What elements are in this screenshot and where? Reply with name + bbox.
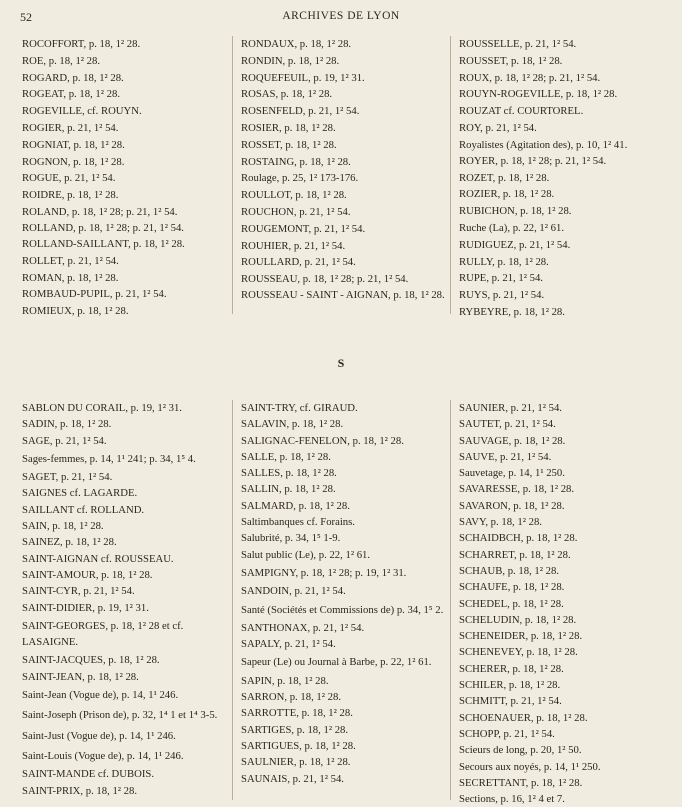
index-entry: Saint-Just (Vogue de), p. 14, 1¹ 246.	[22, 729, 176, 742]
index-entry: ROULLARD, p. 21, 1² 54.	[241, 256, 356, 269]
index-entry: RONDIN, p. 18, 1² 28.	[241, 54, 340, 67]
index-entry: ROGARD, p. 18, 1² 28.	[22, 71, 124, 84]
index-entry: SARTIGES, p. 18, 1² 28.	[241, 723, 349, 736]
index-entry: SCHAUFE, p. 18, 1² 28.	[459, 581, 565, 594]
index-entry: ROCOFFORT, p. 18, 1² 28.	[22, 38, 141, 50]
index-entry: ROUGEMONT, p. 21, 1² 54.	[241, 222, 366, 235]
index-entry: SAPIN, p. 18, 1² 28.	[241, 674, 329, 687]
index-entry: Ruche (La), p. 22, 1² 61.	[459, 221, 565, 234]
index-entry: Saint-Louis (Vogue de), p. 14, 1¹ 246.	[22, 749, 184, 762]
index-entry: ROSAS, p. 18, 1² 28.	[241, 88, 333, 101]
index-entry: RUDIGUEZ, p. 21, 1² 54.	[459, 238, 571, 251]
index-entry: SCHENEVEY, p. 18, 1² 28.	[459, 646, 578, 659]
index-entry: SCHILER, p. 18, 1² 28.	[459, 679, 561, 692]
index-entry: Salubrité, p. 34, 1⁵ 1-9.	[241, 532, 341, 545]
index-entry: RUYS, p. 21, 1² 54.	[459, 289, 545, 302]
index-entry: RULLY, p. 18, 1² 28.	[459, 255, 549, 268]
index-column	[232, 36, 450, 314]
index-entry: SANTHONAX, p. 21, 1² 54.	[241, 621, 365, 634]
index-entry: SAULNIER, p. 18, 1² 28.	[241, 756, 351, 769]
index-entry: ROSENFELD, p. 21, 1² 54.	[241, 105, 360, 118]
index-entry: SAINT-MANDE cf. DUBOIS.	[22, 768, 155, 781]
index-entry: ROUSSELLE, p. 21, 1² 54.	[459, 38, 577, 50]
index-entry: ROUSSEAU, p. 18, 1² 28; p. 21, 1² 54.	[241, 273, 409, 286]
index-entry: ROUSSEAU - SAINT - AIGNAN, p. 18, 1² 28.	[241, 289, 445, 302]
index-entry: SALLIN, p. 18, 1² 28.	[241, 483, 336, 496]
page-number: 52	[20, 10, 32, 24]
index-entry: SCHMITT, p. 21, 1² 54.	[459, 695, 562, 708]
index-entry: SALLE, p. 18, 1² 28.	[241, 450, 331, 463]
index-entry: SECRETTANT, p. 18, 1² 28.	[459, 776, 583, 789]
index-entry: SAUTET, p. 21, 1² 54.	[459, 418, 556, 431]
index-entry: ROZET, p. 18, 1² 28.	[459, 171, 550, 184]
index-entry: ROGIER, p. 21, 1² 54.	[22, 121, 119, 134]
index-entry: Salut public (Le), p. 22, 1² 61.	[241, 548, 371, 561]
section-s	[0, 400, 682, 806]
index-entry: SAINT-CYR, p. 21, 1² 54.	[22, 585, 135, 598]
index-entry: SAVY, p. 18, 1² 28.	[459, 516, 542, 529]
index-entry: ROUYN-ROGEVILLE, p. 18, 1² 28.	[459, 88, 618, 101]
index-entry: Secours aux noyés, p. 14, 1¹ 250.	[459, 760, 601, 773]
index-entry: SAINEZ, p. 18, 1² 28.	[22, 536, 117, 549]
index-entry: SAUVE, p. 21, 1² 54.	[459, 450, 552, 463]
index-entry: ROLLAND, p. 18, 1² 28; p. 21, 1² 54.	[22, 221, 184, 234]
index-entry: SAIGNES cf. LAGARDE.	[22, 487, 138, 500]
index-entry: SAINT-JACQUES, p. 18, 1² 28.	[22, 654, 160, 667]
index-entry: Scieurs de long, p. 20, 1² 50.	[459, 744, 582, 757]
index-entry: SCHAUB, p. 18, 1² 28.	[459, 564, 559, 577]
index-entry: ROLLAND-SAILLANT, p. 18, 1² 28.	[22, 237, 185, 250]
index-entry: Santé (Sociétés et Commissions de) p. 34, 1⁵ 2.	[241, 603, 444, 616]
index-entry: RUBICHON, p. 18, 1² 28.	[459, 205, 572, 218]
section-letter-heading: S	[337, 356, 345, 370]
index-entry: Saint-Jean (Vogue de), p. 14, 1¹ 246.	[22, 689, 179, 702]
index-entry: SCHOPP, p. 21, 1² 54.	[459, 727, 555, 740]
index-entry: SAIN, p. 18, 1² 28.	[22, 520, 104, 533]
index-entry: ROE, p. 18, 1² 28.	[22, 54, 101, 67]
index-entry: SAUNAIS, p. 21, 1² 54.	[241, 772, 344, 785]
index-entry: ROUSSET, p. 18, 1² 28.	[459, 54, 563, 67]
index-entry: ROGEAT, p. 18, 1² 28.	[22, 88, 121, 101]
index-entry: Royalistes (Agitation des), p. 10, 1² 41.	[459, 138, 628, 151]
index-entry: ROUHIER, p. 21, 1² 54.	[241, 239, 346, 252]
index-entry: Sapeur (Le) ou Journal à Barbe, p. 22, 1² 61.	[241, 656, 432, 669]
index-column	[450, 400, 682, 806]
index-entry: SAUNIER, p. 21, 1² 54.	[459, 402, 562, 414]
index-entry: SAGE, p. 21, 1² 54.	[22, 434, 107, 447]
section-r	[0, 36, 682, 336]
index-entry: SALIGNAC-FENELON, p. 18, 1² 28.	[241, 434, 404, 447]
index-entry: ROGNIAT, p. 18, 1² 28.	[22, 138, 125, 151]
index-entry: SCHOENAUER, p. 18, 1² 28.	[459, 711, 588, 724]
index-entry: SARTIGUES, p. 18, 1² 28.	[241, 739, 356, 752]
index-entry: ROYER, p. 18, 1² 28; p. 21, 1² 54.	[459, 154, 607, 167]
index-entry: RONDAUX, p. 18, 1² 28.	[241, 38, 352, 50]
index-entry: SAGET, p. 21, 1² 54.	[22, 471, 113, 484]
index-entry: SABLON DU CORAIL, p. 19, 1² 31.	[22, 402, 182, 414]
index-entry: SALLES, p. 18, 1² 28.	[241, 467, 337, 480]
index-entry: ROGUE, p. 21, 1² 54.	[22, 172, 116, 185]
index-entry: Sages-femmes, p. 14, 1¹ 241; p. 34, 1⁵ 4.	[22, 452, 196, 465]
index-entry: SAPALY, p. 21, 1² 54.	[241, 638, 336, 651]
index-entry: SAINT-PRIX, p. 18, 1² 28.	[22, 784, 138, 797]
index-entry: SCHERER, p. 18, 1² 28.	[459, 662, 564, 675]
index-entry: SCHAIDBCH, p. 18, 1² 28.	[459, 532, 578, 545]
index-entry: SAINT-JEAN, p. 18, 1² 28.	[22, 670, 139, 683]
index-entry: RUPE, p. 21, 1² 54.	[459, 272, 543, 285]
index-entry: ROSIER, p. 18, 1² 28.	[241, 121, 336, 134]
page-header	[0, 4, 682, 26]
index-entry: Saltimbanques cf. Forains.	[241, 516, 355, 529]
index-entry: Sections, p. 16, 1² 4 et 7.	[459, 793, 565, 806]
index-entry: ROSSET, p. 18, 1² 28.	[241, 138, 337, 151]
index-entry: ROY, p. 21, 1² 54.	[459, 121, 537, 134]
index-entry: ROUX, p. 18, 1² 28; p. 21, 1² 54.	[459, 71, 601, 84]
index-entry: ROZIER, p. 18, 1² 28.	[459, 188, 555, 201]
running-title: ARCHIVES DE LYON	[282, 10, 400, 22]
index-entry: Saint-Joseph (Prison de), p. 32, 1⁴ 1 et 1⁴ 3-5.	[22, 709, 218, 722]
index-entry: SAMPIGNY, p. 18, 1² 28; p. 19, 1² 31.	[241, 566, 407, 579]
index-entry: SAINT-TRY, cf. GIRAUD.	[241, 402, 358, 414]
index-entry: ROUCHON, p. 21, 1² 54.	[241, 205, 351, 218]
index-column	[0, 400, 232, 800]
index-column	[450, 36, 682, 318]
index-entry: ROLLET, p. 21, 1² 54.	[22, 254, 119, 267]
index-entry: Roulage, p. 25, 1² 173-176.	[241, 172, 359, 185]
index-entry: ROMIEUX, p. 18, 1² 28.	[22, 305, 129, 318]
index-column	[0, 36, 232, 318]
index-entry: SAINT-GEORGES, p. 18, 1² 28 et cf. LASAIGNE.	[22, 619, 184, 649]
index-entry: ROULLOT, p. 18, 1² 28.	[241, 189, 347, 202]
index-entry: SAUVAGE, p. 18, 1² 28.	[459, 434, 566, 447]
index-entry: SAINT-DIDIER, p. 19, 1² 31.	[22, 601, 149, 614]
index-entry: ROMBAUD-PUPIL, p. 21, 1² 54.	[22, 288, 167, 301]
index-entry: ROQUEFEUIL, p. 19, 1² 31.	[241, 71, 365, 84]
index-entry: ROSTAING, p. 18, 1² 28.	[241, 155, 351, 168]
index-entry: SAILLANT cf. ROLLAND.	[22, 503, 145, 516]
index-entry: SAVARESSE, p. 18, 1² 28.	[459, 483, 575, 496]
index-entry: ROGNON, p. 18, 1² 28.	[22, 155, 125, 168]
index-entry: ROMAN, p. 18, 1² 28.	[22, 271, 119, 284]
index-entry: Sauvetage, p. 14, 1¹ 250.	[459, 467, 565, 480]
index-entry: SCHELUDIN, p. 18, 1² 28.	[459, 613, 577, 626]
index-entry: RYBEYRE, p. 18, 1² 28.	[459, 305, 565, 318]
index-entry: SCHEDEL, p. 18, 1² 28.	[459, 597, 564, 610]
index-entry: SAVARON, p. 18, 1² 28.	[459, 499, 565, 512]
index-entry: SADIN, p. 18, 1² 28.	[22, 418, 112, 431]
index-entry: SALMARD, p. 18, 1² 28.	[241, 499, 350, 512]
index-entry: SARROTTE, p. 18, 1² 28.	[241, 707, 353, 720]
index-entry: SALAVIN, p. 18, 1² 28.	[241, 418, 344, 431]
index-entry: SAINT-AMOUR, p. 18, 1² 28.	[22, 568, 153, 581]
index-entry: ROGEVILLE, cf. ROUYN.	[22, 105, 142, 118]
index-entry: ROIDRE, p. 18, 1² 28.	[22, 189, 119, 202]
index-column	[232, 400, 450, 800]
index-entry: SCHENEIDER, p. 18, 1² 28.	[459, 630, 583, 643]
index-entry: SCHARRET, p. 18, 1² 28.	[459, 548, 571, 561]
index-entry: ROLAND, p. 18, 1² 28; p. 21, 1² 54.	[22, 205, 178, 218]
index-entry: SARRON, p. 18, 1² 28.	[241, 691, 341, 704]
index-entry: SAINT-AIGNAN cf. ROUSSEAU.	[22, 552, 174, 565]
index-entry: SANDOIN, p. 21, 1² 54.	[241, 585, 346, 598]
index-entry: ROUZAT cf. COURTOREL.	[459, 105, 584, 118]
